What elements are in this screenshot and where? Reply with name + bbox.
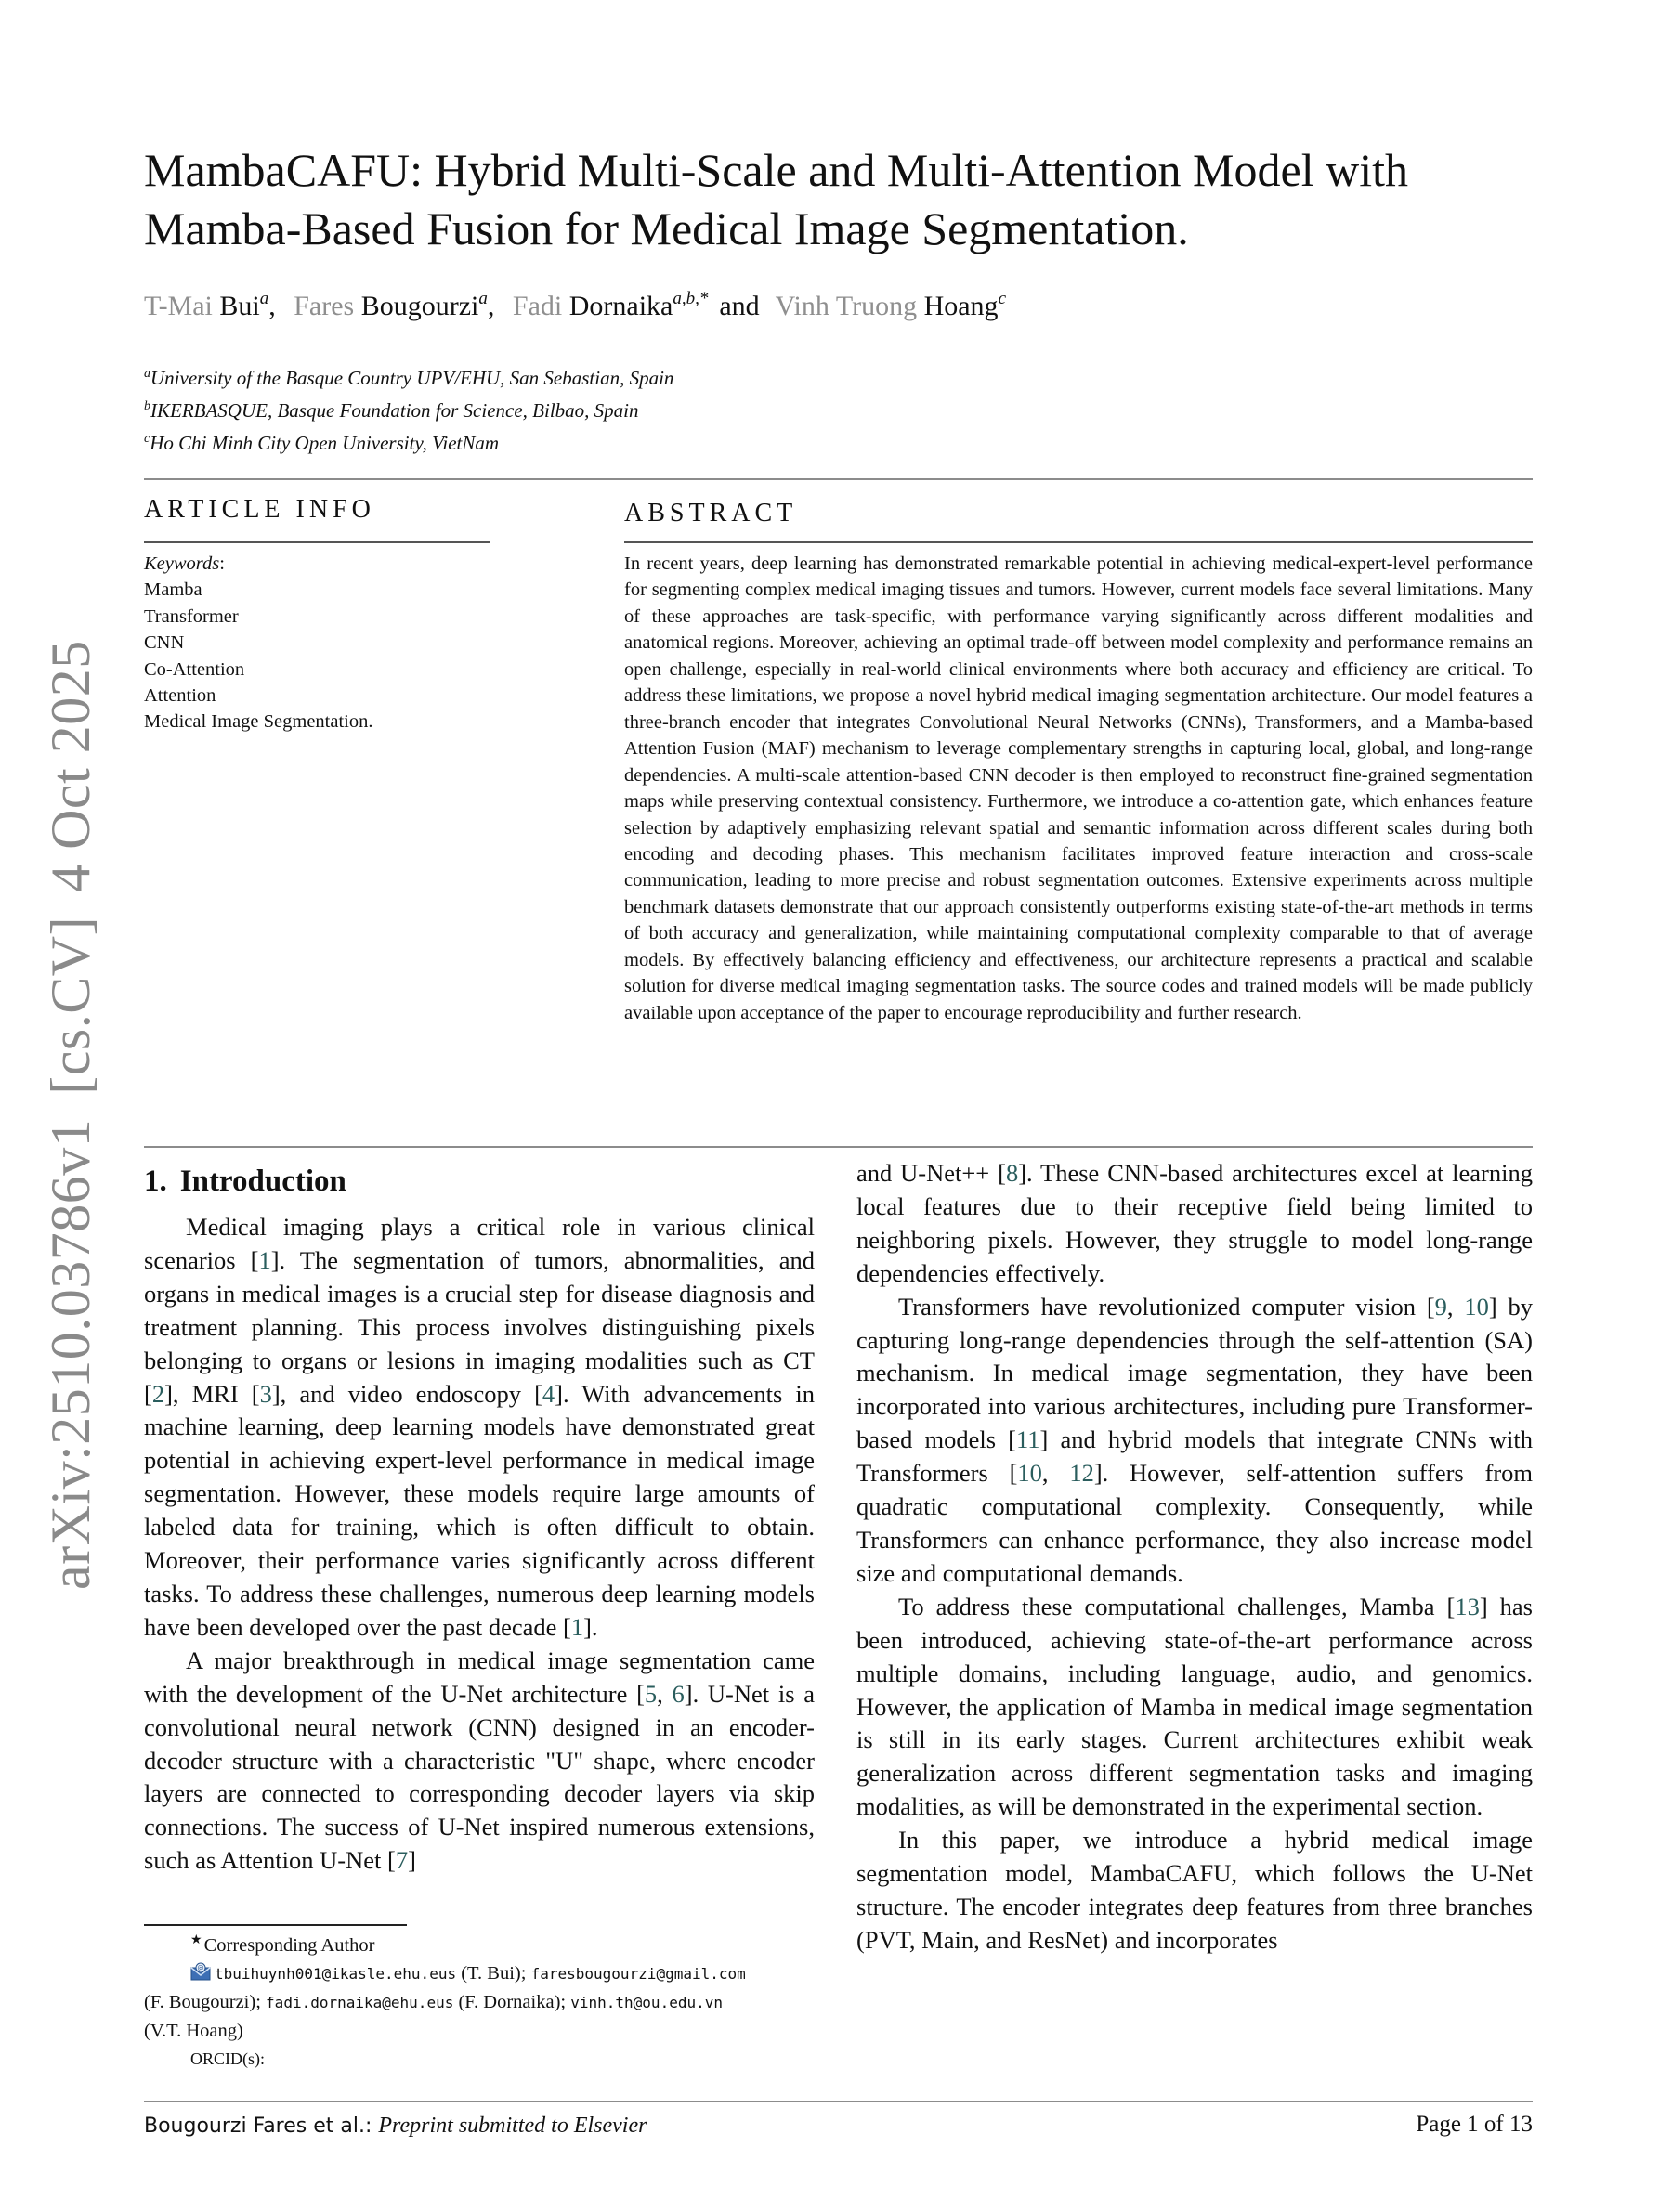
affiliation: $^b$IKERBASQUE, Basque Foundation for Science, Bilbao, Spain — [144, 399, 639, 422]
citation-link[interactable]: 4 — [542, 1379, 555, 1408]
body-column-left — [144, 1161, 815, 1878]
article-info-divider — [144, 541, 490, 543]
citation-link[interactable]: 6 — [672, 1679, 685, 1708]
footer-divider — [144, 2101, 1533, 2102]
citation-link[interactable]: 1 — [570, 1612, 584, 1641]
orcid-label: ORCID(s): — [190, 2049, 265, 2068]
footnote: ★Corresponding Author @ tbuihuynh001@ikasle.ehu.eus (T. Bui); faresbougourzi@gmail.com (F. Bougourzi); fadi.dornaika@ehu.eus (F. Dornaika); vinh.th@ou.edu.vn (V.T. Hoang) ORCID(s): — [144, 1932, 815, 2073]
abstract-divider — [624, 541, 1533, 543]
arxiv-stamp — [39, 633, 103, 1590]
citation-link[interactable]: 3 — [259, 1379, 272, 1408]
citation-link[interactable]: 12 — [1069, 1459, 1094, 1488]
arxiv-category: [cs.CV] — [40, 916, 101, 1095]
citation-link[interactable]: 1 — [258, 1245, 271, 1274]
keyword-item: Co-Attention — [144, 658, 245, 680]
citation-link[interactable]: 10 — [1017, 1459, 1042, 1488]
introduction-paragraphs-right — [856, 1157, 1533, 1958]
affiliation-list — [144, 362, 673, 460]
citation-link[interactable]: 11 — [1015, 1425, 1040, 1454]
article-info-heading: ARTICLE INFO — [144, 495, 375, 524]
body-paragraph: Transformers have revolutionized computer vision [9, 10] by capturing long-range dependencies through the self-attention (SA) mechanism. In medical image segmentation, they have been incorporated into various architectures, including pure Transformer-based models [11] and hybrid models that integrate CNNs with Transformers [10, 12]. However, self-attention suffers from quadratic computational complexity. Consequently, while Transformers can enhance performance, they also increase model size and computational demands. — [856, 1292, 1534, 1587]
page-number: Page 1 of 13 — [1416, 2112, 1533, 2137]
svg-text:@: @ — [197, 1964, 204, 1972]
affiliation: $^a$University of the Basque Country UPV/EHU, San Sebastian, Spain — [144, 367, 674, 389]
affiliation: $^c$Ho Chi Minh City Open University, VietNam — [144, 432, 500, 454]
footnote-divider — [144, 1924, 407, 1926]
abstract-text: In recent years, deep learning has demonstrated remarkable potential in achieving medical-expert-level performance for segmenting complex medical imaging tissues and tumors. However, current models face several limitations. Many of these approaches are task-specific, with performance varying significantly across different modalities and anatomical regions. Moreover, achieving an optimal trade-off between model complexity and performance remains an open challenge, especially in real-world clinical environments where both accuracy and efficiency are critical. To address these limitations, we propose a novel hybrid medical imaging segmentation architecture. Our model features a three-branch encoder that integrates Convolutional Neural Networks (CNNs), Transformers, and a Mamba-based Attention Fusion (MAF) mechanism to leverage complementary strengths in capturing local, global, and long-range dependencies. A multi-scale attention-based CNN decoder is then employed to reconstruct fine-grained segmentation maps while preserving contextual consistency. Furthermore, we introduce a co-attention gate, which enhances feature selection by adaptively emphasizing relevant spatial and semantic information across different scales during both encoding and decoding phases. This mechanism facilitates improved feature interaction and cross-scale communication, leading to more precise and robust segmentation outcomes. Extensive experiments across multiple benchmark datasets demonstrate that our approach consistently outperforms existing state-of-the-art methods in terms of both accuracy and generalization, while maintaining computational complexity comparable to that of average models. By effectively balancing efficiency and effectiveness, our architecture represents a practical and scalable solution for diverse medical imaging segmentation tasks. The source codes and trained models will be made publicly available upon acceptance of the paper to encourage reproducibility and further research. — [624, 553, 1533, 1023]
citation-link[interactable]: 8 — [1005, 1159, 1019, 1187]
introduction-paragraphs-left — [144, 1211, 815, 1878]
email-link[interactable]: vinh.th@ou.edu.vn — [570, 1994, 723, 2011]
email-icon — [190, 1962, 211, 1981]
email-link[interactable]: fadi.dornaika@ehu.eus — [266, 1994, 454, 2011]
author-list: T-Mai Bui$^a$, Fares Bougourzi$^a$, Fadi Dornaika$^{a,b,*}$ and Vinh Truong Hoang$^c$ — [144, 289, 1006, 321]
citation-link[interactable]: 10 — [1464, 1292, 1489, 1321]
citation-link[interactable]: 7 — [395, 1846, 409, 1875]
author[interactable]: Vinh Truong Hoang$^c$ — [775, 289, 1006, 321]
citation-link[interactable]: 9 — [1434, 1292, 1447, 1321]
email-link[interactable]: tbuihuynh001@ikasle.ehu.eus — [215, 1965, 457, 1983]
section-heading-introduction: 1. Introduction — [144, 1165, 346, 1198]
citation-link[interactable]: 13 — [1455, 1592, 1480, 1620]
body-paragraph: and U-Net++ [8]. These CNN-based architectures excel at learning local features due to their receptive field being limited to neighboring pixels. However, they struggle to model long-range dependencies effectively. — [856, 1159, 1533, 1287]
keyword-item: Transformer — [144, 605, 239, 627]
citation-link[interactable]: 2 — [151, 1379, 165, 1408]
keyword-item: Medical Image Segmentation. — [144, 711, 373, 733]
arxiv-id[interactable]: arXiv:2510.03786v1 — [40, 1118, 101, 1590]
footer-citation: Bougourzi Fares et al.: Preprint submitted to Elsevier — [144, 2114, 647, 2138]
arxiv-date: 4 Oct 2025 — [40, 640, 101, 892]
authors-conjunction: and — [719, 291, 760, 321]
keyword-list: Keywords: Mamba Transformer CNN Co-Attention Attention Medical Image Segmentation. — [144, 551, 373, 735]
body-paragraph: Medical imaging plays a critical role in various clinical scenarios [1]. The segmentation of tumors, abnormalities, and organs in medical images is a crucial step for disease diagnosis and treatment planning. This process involves distinguishing pixels belonging to organs or lesions in imaging modalities such as CT [2], MRI [3], and video endoscopy [4]. With advancements in machine learning, deep learning models have demonstrated great potential in achieving expert-level performance in medical image segmentation. However, these models require large amounts of labeled data for training, which is often difficult to obtain. Moreover, their performance varies significantly across different tasks. To address these challenges, numerous deep learning models have been developed over the past decade [1]. — [144, 1213, 816, 1641]
email-link[interactable]: faresbougourzi@gmail.com — [530, 1965, 746, 1983]
author[interactable]: Fares Bougourzi$^a$ — [294, 289, 488, 321]
author[interactable]: Fadi Dornaika$^{a,b,*}$ — [512, 289, 709, 321]
keyword-item: CNN — [144, 632, 185, 654]
author[interactable]: T-Mai Bui$^a$ — [144, 289, 269, 321]
body-column-right — [856, 1157, 1533, 1958]
body-paragraph: In this paper, we introduce a hybrid medical image segmentation model, MambaCAFU, which follows the U-Net structure. The encoder integrates deep features from three branches (PVT, Main, and ResNet) and incorporates — [856, 1826, 1533, 1954]
keyword-item: Attention — [144, 685, 216, 707]
keyword-item: Mamba — [144, 579, 202, 601]
paper-title: MambaCAFU: Hybrid Multi-Scale and Multi-Attention Model with Mamba-Based Fusion for Medical Image Segmentation. — [144, 144, 1408, 254]
keywords-label: Keywords — [144, 553, 220, 574]
body-paragraph: To address these computational challenges, Mamba [13] has been introduced, achieving state-of-the-art performance across multiple domains, including language, audio, and genomics. However, the application of Mamba in medical image segmentation is still in its early stages. Current architectures exhibit weak generalization across different segmentation tasks and imaging modalities, as will be demonstrated in the experimental section. — [856, 1592, 1533, 1821]
abstract-bottom-divider — [144, 1146, 1533, 1148]
body-paragraph: A major breakthrough in medical image segmentation came with the development of the U-Net architecture [5, 6]. U-Net is a convolutional neural network (CNN) designed in an encoder-decoder structure with a characteristic "U" shape, where encoder layers are connected to corresponding decoder layers via skip connections. The success of U-Net inspired numerous extensions, such as Attention U-Net [7] — [144, 1646, 816, 1875]
citation-link[interactable]: 5 — [644, 1679, 658, 1708]
abstract-heading: ABSTRACT — [624, 499, 798, 527]
corresponding-author-note: ★Corresponding Author — [190, 1933, 375, 1956]
header-divider — [144, 478, 1533, 480]
